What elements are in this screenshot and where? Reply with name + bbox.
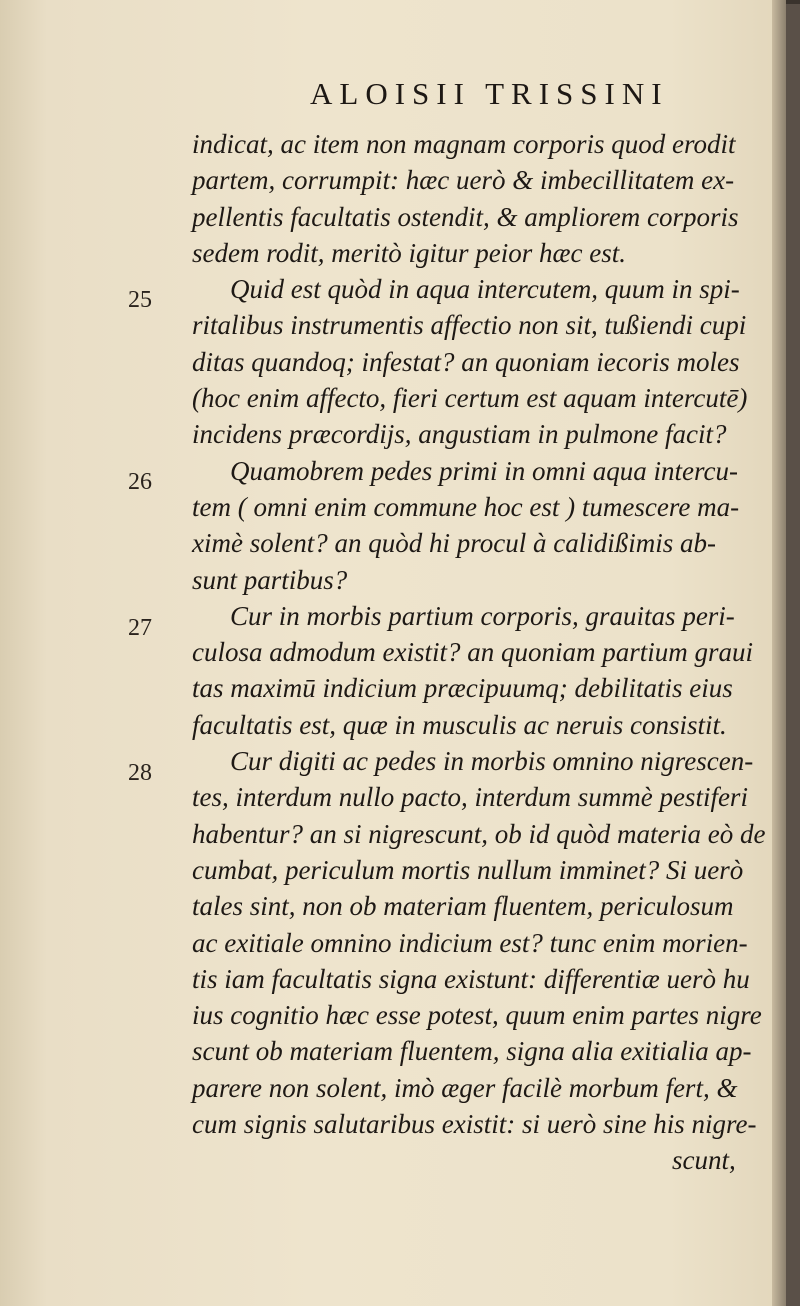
text-line: ditas quandoq; infestat? an quoniam iecoris moles <box>192 346 740 377</box>
text-line: tis iam facultatis signa existunt: differentiæ uerò hu <box>192 963 750 994</box>
text-line: Cur digiti ac pedes in morbis omnino nigrescen- <box>230 746 754 777</box>
text-line: Quamobrem pedes primi in omni aqua intercu- <box>230 455 738 486</box>
text-line: cumbat, periculum mortis nullum imminet? Si uerò <box>192 854 744 885</box>
page-edge-shadow <box>772 0 786 1306</box>
body-text <box>192 126 770 1179</box>
text-line: ac exitiale omnino indicium est? tunc enim morien- <box>192 927 748 958</box>
section-number-26: 26 <box>128 469 152 495</box>
text-line: incidens præcordijs, angustiam in pulmone facit? <box>192 419 727 450</box>
text-line: tales sint, non ob materiam fluentem, periculosum <box>192 891 734 922</box>
text-line: tem ( omni enim commune hoc est ) tumescere ma- <box>192 491 740 522</box>
text-line: scunt ob materiam fluentem, signa alia exitialia ap- <box>192 1036 752 1067</box>
text-line: Cur in morbis partium corporis, grauitas peri- <box>230 600 735 631</box>
text-line: pellentis facultatis ostendit, & ampliorem corporis <box>192 201 739 232</box>
text-line: sunt partibus? <box>192 564 348 595</box>
text-line: partem, corrumpit: hæc uerò & imbecillitatem ex- <box>192 165 735 196</box>
text-line: sedem rodit, meritò igitur peior hæc est. <box>192 237 626 268</box>
text-line: ius cognitio hæc esse potest, quum enim partes nigre <box>192 1000 762 1031</box>
running-head: ALOISII TRISSINI <box>310 76 669 111</box>
text-line: facultatis est, quæ in musculis ac neruis consistit. <box>192 709 727 740</box>
section-number-25: 25 <box>128 287 152 313</box>
text-line: ritalibus instrumentis affectio non sit, tußiendi cupi <box>192 310 747 341</box>
text-line: habentur? an si nigrescunt, ob id quòd materia eò de <box>192 818 766 849</box>
text-line: ximè solent? an quòd hi procul à calidißimis ab- <box>192 528 716 559</box>
text-line: cum signis salutaribus existit: si uerò sine his nigre- <box>192 1109 757 1140</box>
catchword: scunt, <box>672 1145 736 1176</box>
text-line: (hoc enim affecto, fieri certum est aquam intercutē) <box>192 383 748 414</box>
section-number-27: 27 <box>128 615 152 641</box>
text-line: tes, interdum nullo pacto, interdum summè pestiferi <box>192 782 748 813</box>
text-line: Quid est quòd in aqua intercutem, quum in spi- <box>230 274 740 305</box>
section-number-28: 28 <box>128 760 152 786</box>
text-line: culosa admodum existit? an quoniam partium graui <box>192 637 753 668</box>
text-line: parere non solent, imò æger facilè morbum fert, & <box>192 1072 738 1103</box>
text-line: indicat, ac item non magnam corporis quod erodit <box>192 129 736 159</box>
text-line: tas maximū indicium præcipuumq; debilitatis eius <box>192 673 733 704</box>
